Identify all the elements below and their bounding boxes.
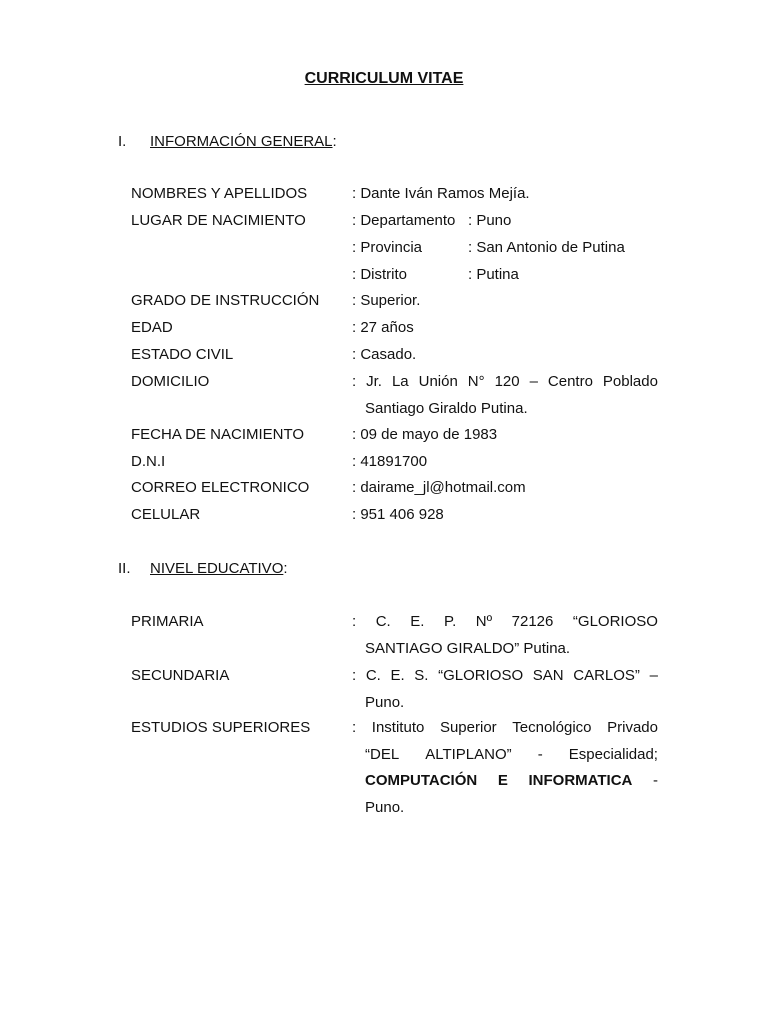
- word: N°: [467, 373, 485, 390]
- lugar-key: : Distrito: [352, 266, 408, 283]
- word: :: [352, 373, 357, 390]
- word: –: [529, 373, 538, 390]
- label-fecha: FECHA DE NACIMIENTO: [131, 426, 305, 443]
- row-lugar-provincia: [0, 239, 768, 263]
- row-grado: [0, 292, 768, 316]
- word: E.: [390, 667, 405, 684]
- word: Instituto: [371, 719, 425, 736]
- value-primaria: [352, 609, 658, 662]
- lugar-key: : Provincia: [352, 239, 423, 256]
- word: ALTIPLANO”: [425, 745, 512, 763]
- word: :: [352, 667, 357, 684]
- row-nombres: [0, 185, 768, 209]
- word: P.: [444, 613, 457, 630]
- word: “DEL: [365, 745, 400, 763]
- value-edad: : 27 años: [352, 319, 414, 336]
- section-number: II.: [118, 560, 131, 577]
- label-correo: CORREO ELECTRONICO: [131, 479, 310, 496]
- section-2-heading: [118, 560, 288, 577]
- domicilio-line-2: Santiago Giraldo Putina.: [365, 399, 528, 417]
- lugar-key: : Departamento: [352, 212, 456, 229]
- word: “GLORIOSO: [438, 667, 524, 684]
- word: C.: [365, 667, 381, 684]
- value-domicilio: [352, 369, 658, 422]
- value-superiores: [352, 715, 658, 821]
- value-grado: : Superior.: [352, 292, 421, 309]
- word: E.: [410, 613, 425, 630]
- word: :: [352, 719, 357, 736]
- label-lugar: LUGAR DE NACIMIENTO: [131, 212, 306, 229]
- primaria-line-1: [352, 609, 658, 636]
- word: Unión: [418, 373, 458, 390]
- row-lugar: [0, 212, 768, 236]
- word: –: [649, 667, 658, 684]
- superiores-line-3: [352, 768, 658, 795]
- lugar-value: : Puno: [468, 212, 512, 229]
- word: Jr.: [366, 373, 382, 390]
- word: -: [537, 745, 543, 763]
- section-colon: :: [332, 133, 337, 150]
- section-number: I.: [118, 133, 127, 150]
- label-nombres: NOMBRES Y APELLIDOS: [131, 185, 308, 202]
- value-estado-civil: : Casado.: [352, 346, 417, 363]
- row-correo: [0, 479, 768, 503]
- word: INFORMATICA: [528, 772, 633, 790]
- label-grado: GRADO DE INSTRUCCIÓN: [131, 292, 320, 309]
- word: -: [652, 772, 658, 790]
- label-dni: D.N.I: [131, 453, 166, 470]
- label-superiores: ESTUDIOS SUPERIORES: [131, 719, 311, 736]
- superiores-line-2: [352, 742, 658, 769]
- word: 120: [494, 373, 520, 390]
- value-correo: : dairame_jl@hotmail.com: [352, 479, 526, 496]
- word: COMPUTACIÓN: [365, 772, 478, 790]
- word: CARLOS”: [573, 667, 640, 684]
- row-lugar-distrito: [0, 266, 768, 290]
- row-celular: [0, 506, 768, 530]
- word: Nº: [475, 613, 493, 630]
- row-dni: [0, 453, 768, 477]
- section-title: NIVEL EDUCATIVO: [150, 560, 284, 577]
- word: S.: [414, 667, 429, 684]
- word: :: [352, 613, 357, 630]
- word: SAN: [532, 667, 564, 684]
- domicilio-line-1: [352, 369, 658, 396]
- secundaria-line-1: [352, 663, 658, 690]
- value-dni: : 41891700: [352, 453, 428, 470]
- lugar-value: : San Antonio de Putina: [468, 239, 625, 256]
- label-domicilio: DOMICILIO: [131, 373, 210, 390]
- primaria-line-2: SANTIAGO GIRALDO” Putina.: [365, 639, 571, 657]
- section-title: INFORMACIÓN GENERAL: [150, 133, 333, 150]
- word: Centro: [547, 373, 593, 390]
- label-estado-civil: ESTADO CIVIL: [131, 346, 234, 363]
- row-estado-civil: [0, 346, 768, 370]
- row-fecha: [0, 426, 768, 450]
- word: Especialidad;: [568, 745, 658, 763]
- superiores-line-4: Puno.: [365, 798, 405, 816]
- label-secundaria: SECUNDARIA: [131, 667, 230, 684]
- row-edad: [0, 319, 768, 343]
- lugar-value: : Putina: [468, 266, 519, 283]
- word: Superior: [439, 719, 497, 736]
- value-secundaria: [352, 663, 658, 716]
- section-colon: :: [283, 560, 288, 577]
- label-celular: CELULAR: [131, 506, 201, 523]
- value-fecha: : 09 de mayo de 1983: [352, 426, 498, 443]
- word: La: [391, 373, 409, 390]
- word: “GLORIOSO: [572, 613, 658, 630]
- word: Privado: [607, 719, 658, 736]
- value-celular: : 951 406 928: [352, 506, 444, 523]
- word: 72126: [511, 613, 554, 630]
- word: E: [497, 772, 508, 790]
- value-nombres: : Dante Iván Ramos Mejía.: [352, 185, 530, 202]
- word: C.: [375, 613, 391, 630]
- word: Tecnológico: [512, 719, 592, 736]
- page-title: CURRICULUM VITAE: [304, 70, 464, 87]
- word: Poblado: [602, 373, 658, 390]
- superiores-line-1: [352, 715, 658, 742]
- section-1-heading: [118, 133, 337, 150]
- label-primaria: PRIMARIA: [131, 613, 204, 630]
- label-edad: EDAD: [131, 319, 173, 336]
- secundaria-line-2: Puno.: [365, 693, 405, 711]
